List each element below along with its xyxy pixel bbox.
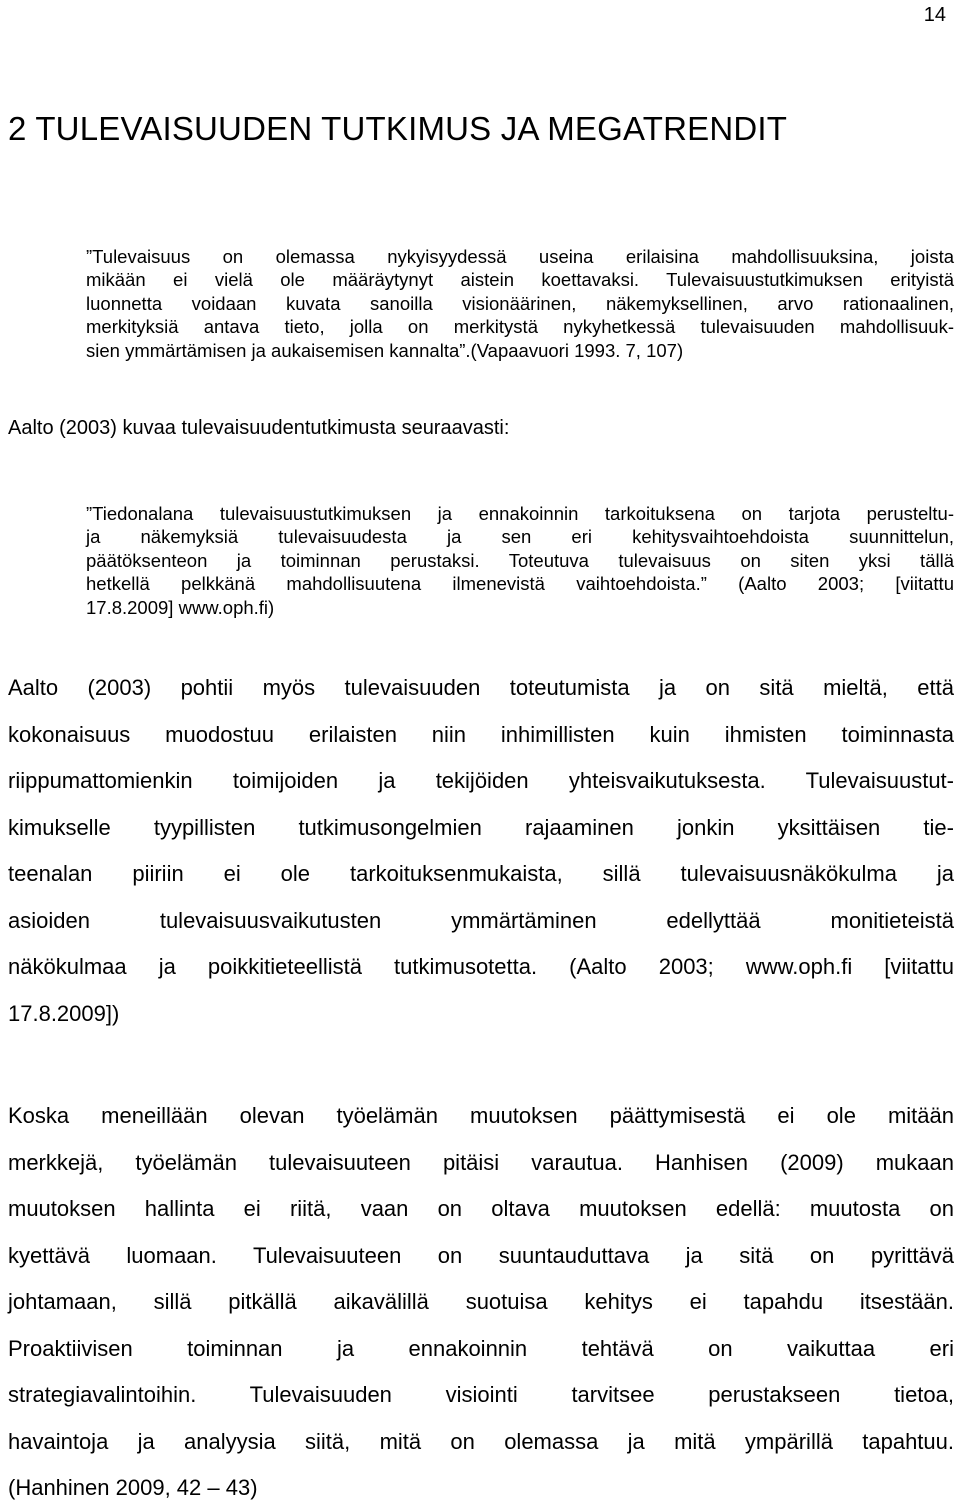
quote-line: hetkellä pelkkänä mahdollisuutena ilmenevistä vaihtoehdoista.” (Aalto 2003; [viitattu xyxy=(86,573,954,595)
paragraph-line: kokonaisuus muodostuu erilaisten niin inhimillisten kuin ihmisten toiminnasta xyxy=(8,721,954,747)
quote-line: ”Tulevaisuus on olemassa nykyisyydessä useina erilaisina mahdollisuuksina, joista xyxy=(86,246,954,267)
paragraph-line: strategiavalintoihin. Tulevaisuuden visiointi tarvitsee perustakseen tietoa, xyxy=(8,1382,954,1407)
paragraph-line: näkökulmaa ja poikkitieteellistä tutkimusotetta. (Aalto 2003; www.oph.fi [viitattu xyxy=(8,954,954,979)
quote-line: luonnetta voidaan kuvata sanoilla visionäärinen, näkemyksellinen, arvo rationaalinen, xyxy=(86,292,954,314)
paragraph-line: asioiden tulevaisuusvaikutusten ymmärtäminen edellyttää monitieteistä xyxy=(8,907,954,933)
paragraph-line: riippumattomienkin toimijoiden ja tekijöiden yhteisvaikutuksesta. Tulevaisuustut- xyxy=(8,768,954,793)
body-paragraph-hanhinen xyxy=(8,1093,954,1512)
paragraph-line: (Hanhinen 2009, 42 – 43) xyxy=(8,1475,258,1500)
paragraph-line: johtamaan, sillä pitkällä aikavälillä suotuisa kehitys ei tapahdu itsestään. xyxy=(8,1289,954,1314)
paragraph-line: Proaktiivisen toiminnan ja ennakoinnin tehtävä on vaikuttaa eri xyxy=(8,1335,954,1361)
quote-line: päätöksenteon ja toiminnan perustaksi. Toteutuva tulevaisuus on siten yksi tällä xyxy=(86,549,954,571)
intro-paragraph: Aalto (2003) kuvaa tulevaisuudentutkimusta seuraavasti: xyxy=(8,417,510,439)
paragraph-line: merkkejä, työelämän tulevaisuuteen pitäisi varautua. Hanhisen (2009) mukaan xyxy=(8,1149,954,1175)
quote-line: 17.8.2009] www.oph.fi) xyxy=(86,596,275,618)
quote-line: ja näkemyksiä tulevaisuudesta ja sen eri kehitysvaihtoehdoista suunnittelun, xyxy=(86,526,954,548)
quote-vapaavuori xyxy=(86,245,954,362)
quote-line: sien ymmärtämisen ja aukaisemisen kannalta”.(Vapaavuori 1993. 7, 107) xyxy=(86,339,684,361)
chapter-heading: 2 TULEVAISUUDEN TUTKIMUS JA MEGATRENDIT xyxy=(8,110,788,147)
paragraph-line: muutoksen hallinta ei riitä, vaan on oltava muutoksen edellä: muutosta on xyxy=(8,1196,954,1221)
paragraph-line: havaintoja ja analyysia siitä, mitä on olemassa ja mitä ympärillä tapahtuu. xyxy=(8,1428,954,1454)
quote-line: merkityksiä antava tieto, jolla on merkitystä nykyhetkessä tulevaisuuden mahdollisuuk- xyxy=(86,316,954,338)
quote-line: ”Tiedonalana tulevaisuustutkimuksen ja ennakoinnin tarkoituksena on tarjota perusteltu- xyxy=(86,503,954,524)
paragraph-line: Aalto (2003) pohtii myös tulevaisuuden toteutumista ja on sitä mieltä, että xyxy=(8,675,954,700)
quote-aalto xyxy=(86,502,954,619)
paragraph-line: kyettävä luomaan. Tulevaisuuteen on suuntauduttava ja sitä on pyrittävä xyxy=(8,1242,954,1268)
paragraph-line: 17.8.2009]) xyxy=(8,1000,120,1026)
body-paragraph-aalto xyxy=(8,665,954,1037)
paragraph-line: kimukselle tyypillisten tutkimusongelmien rajaaminen jonkin yksittäisen tie- xyxy=(8,814,954,840)
quote-line: mikään ei vielä ole määräytynyt aistein koettavaksi. Tulevaisuustutkimuksen erityistä xyxy=(86,269,954,291)
paragraph-line: teenalan piiriin ei ole tarkoituksenmukaista, sillä tulevaisuusnäkökulma ja xyxy=(8,861,954,886)
paragraph-line: Koska meneillään olevan työelämän muutoksen päättymisestä ei ole mitään xyxy=(8,1103,954,1128)
page-number: 14 xyxy=(923,4,946,26)
